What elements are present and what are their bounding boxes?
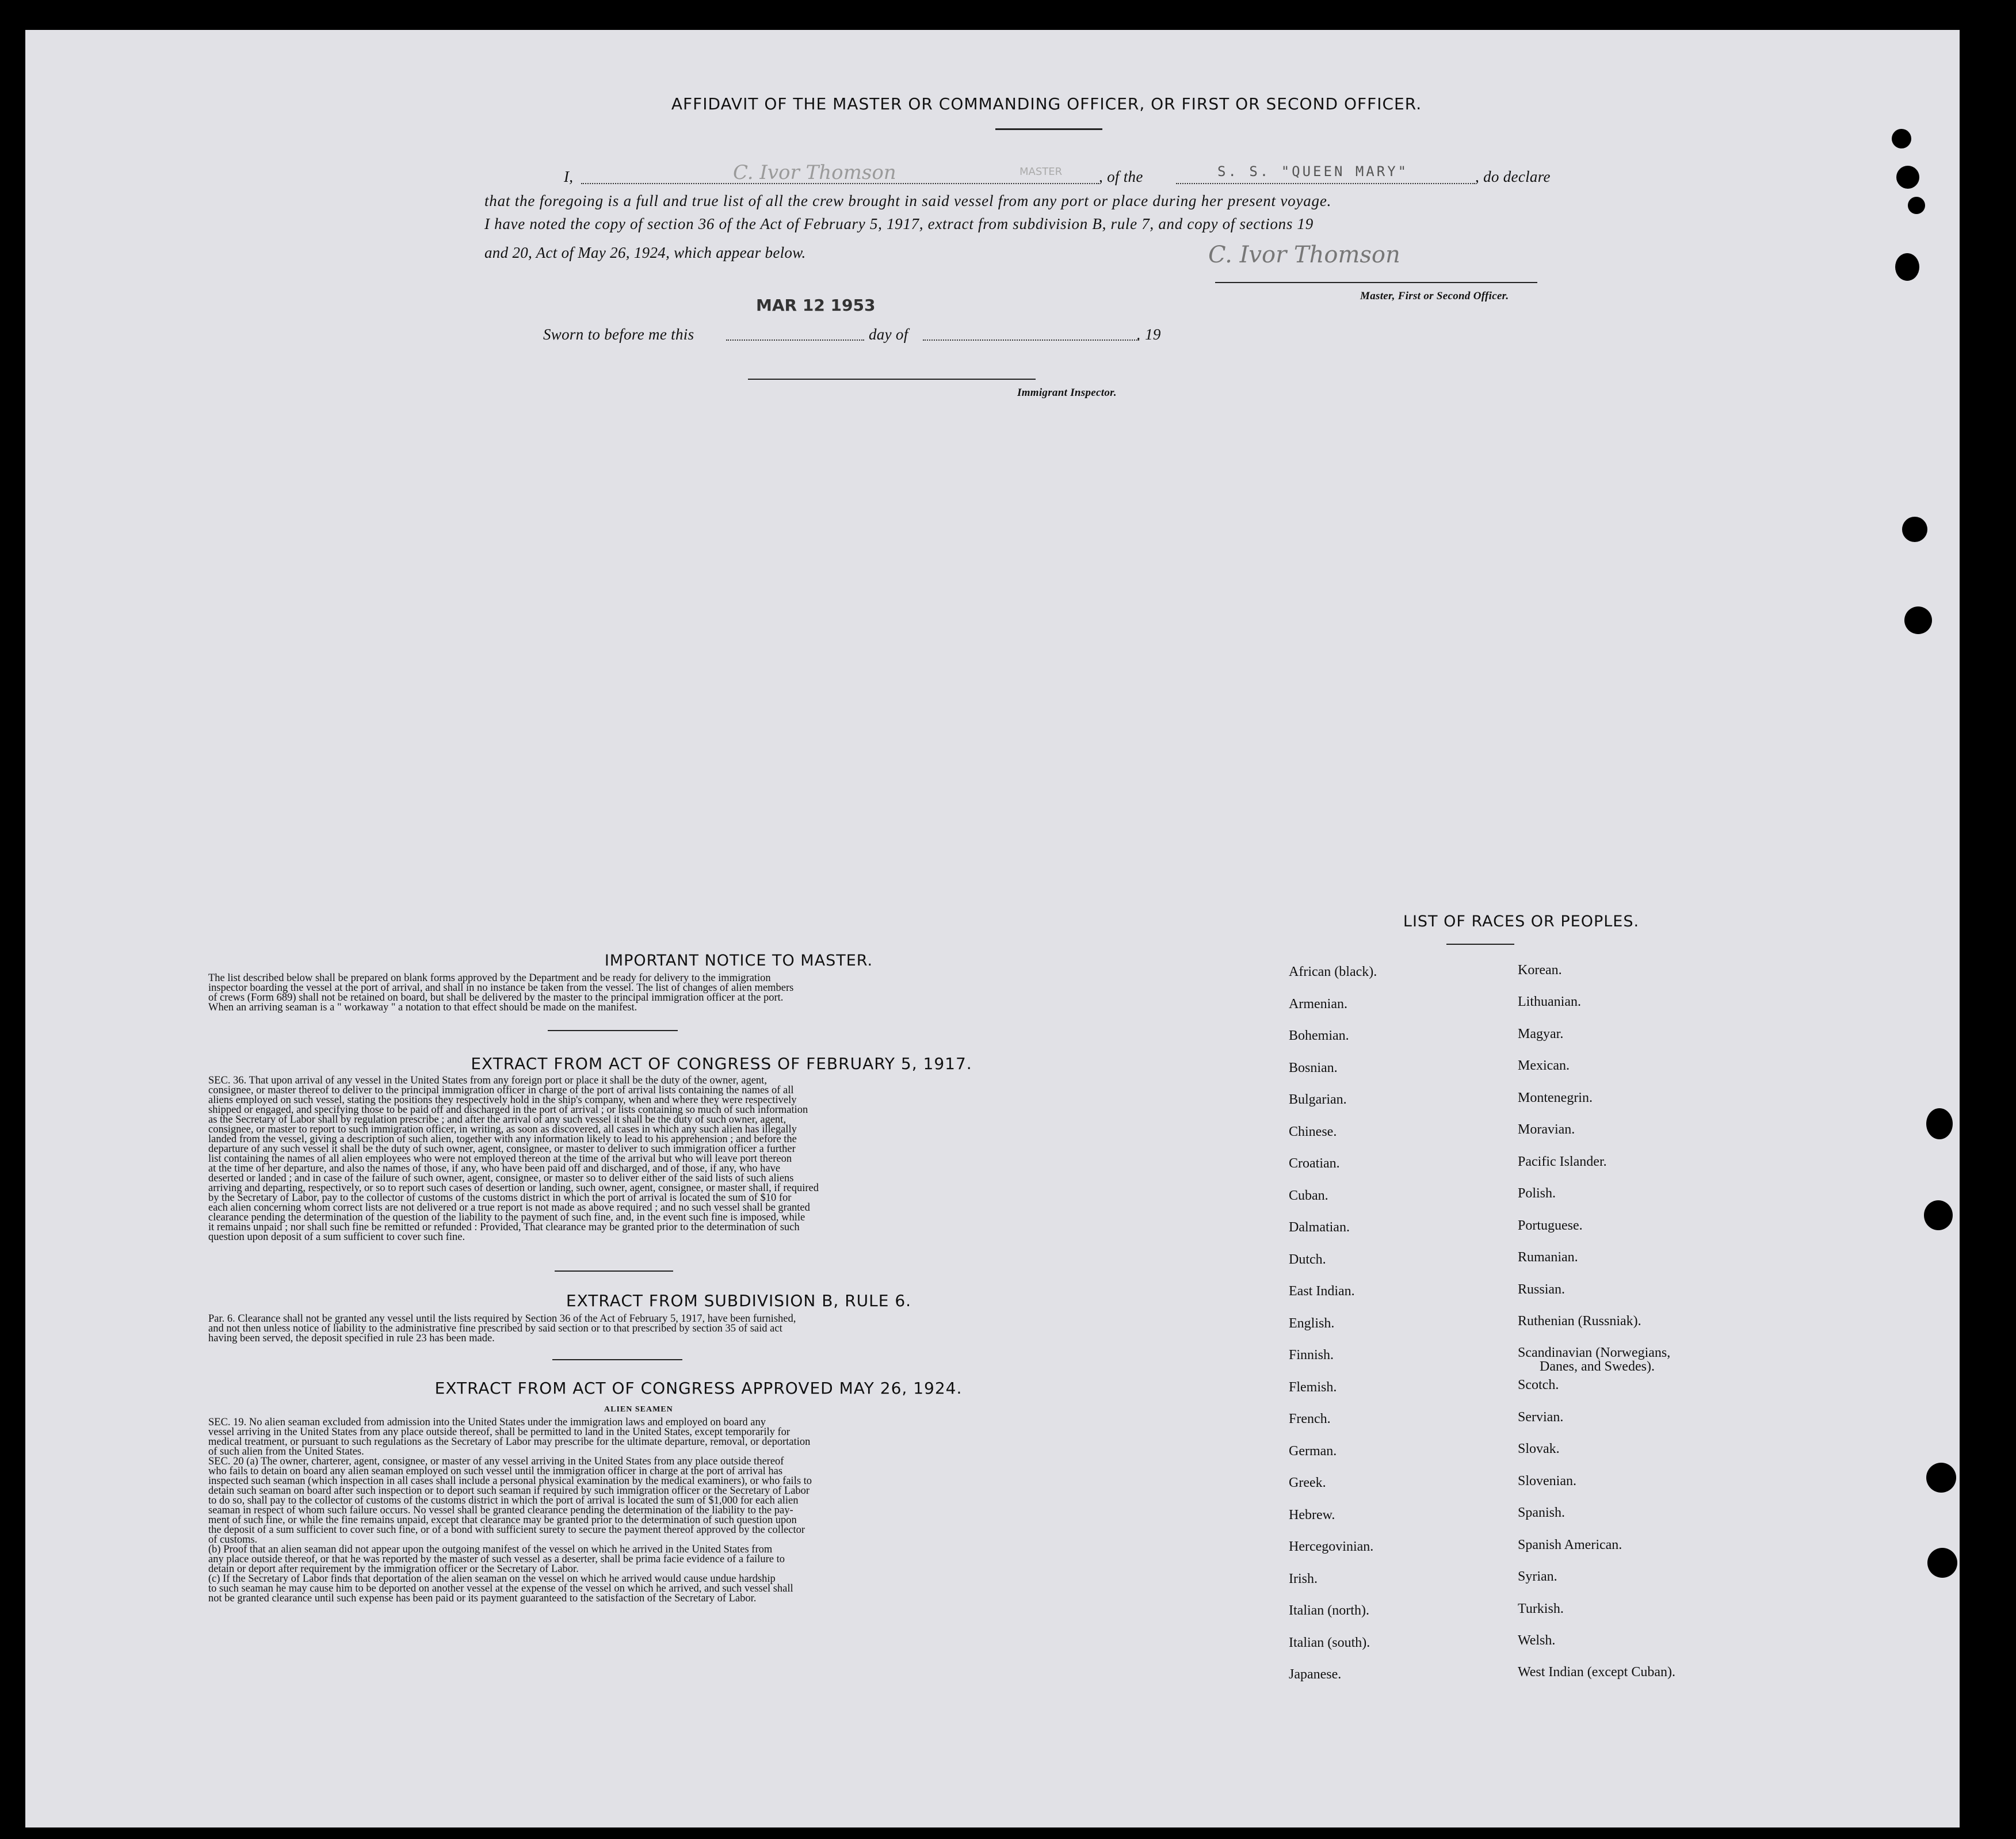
race-item: Cuban. [1289,1188,1328,1203]
extract-1917-line: landed from the vessel, giving a description of such alien, together with any information likely to lead to his apprehension ; and before the [208,1134,797,1145]
notice-line: of crews (Form 689) shall not be retained on board, but shall be delivered by the master to the principal immigration officer at the port. [208,992,784,1004]
race-item: Pacific Islander. [1518,1154,1607,1169]
extract-1924-title: EXTRACT FROM ACT OF CONGRESS APPROVED MAY 26, 1924. [434,1379,963,1398]
notice-title: IMPORTANT NOTICE TO MASTER. [604,952,873,970]
extract-1924-line: the deposit of a sum sufficient to cover such fine, or of a bond with sufficient surety to secure the payment thereof approved by the collector [208,1524,805,1536]
binder-hole [1902,517,1927,542]
race-item: Chinese. [1289,1124,1337,1139]
officer-signature: C. Ivor Thomson [1208,242,1400,268]
extract-1924-line: detain such seaman on board after such inspection or to deport such seaman if required by such immigration officer or the Secretary of Labor [208,1485,810,1497]
race-item: Flemish. [1289,1380,1337,1395]
extract-1924-line: (b) Proof that an alien seaman did not appear upon the outgoing manifest of the vessel on which he arrived in the United States from [208,1544,773,1555]
race-item: Bohemian. [1289,1028,1349,1043]
extract-1924-line: SEC. 20 (a) The owner, charterer, agent, consignee, or master of any vessel arriving in the United States from any place outside thereof [208,1456,784,1467]
race-item: Syrian. [1518,1569,1557,1584]
extract-1924-body [208,1418,1043,1604]
affidavit-line-4: and 20, Act of May 26, 1924, which appear below. [484,244,806,261]
race-item: Turkish. [1518,1601,1564,1616]
extract-1924-line: ment of such fine, or while the fine remains unpaid, except that clearance may be granted prior to the determination of such question upon [208,1514,797,1526]
binder-hole [1924,1200,1953,1230]
race-item: East Indian. [1289,1284,1355,1299]
master-name-signature: C. Ivor Thomson [733,161,896,184]
race-item: German. [1289,1444,1337,1459]
race-item: West Indian (except Cuban). [1518,1665,1675,1680]
binder-hole [1926,1108,1953,1139]
affidavit-line-3: I have noted the copy of section 36 of the Act of February 5, 1917, extract from subdivision B, rule 7, and copy of sections 19 [484,215,1314,232]
vessel-line [1176,183,1475,184]
binder-hole [1926,1463,1956,1493]
extract-1924-line: not be granted clearance until such expense has been paid or its payment guaranteed to the satisfaction of the Secretary of Labor. [208,1593,757,1604]
extract-1917-line: it remains unpaid ; nor shall such fine be remitted or refunded : Provided, That clearance may be granted prior to the determination of such [208,1222,800,1233]
race-item: English. [1289,1316,1335,1331]
race-item: French. [1289,1411,1331,1426]
section-divider [548,1030,678,1031]
rule6-line: having been served, the deposit specified in rule 23 has been made. [208,1333,495,1344]
race-item: Moravian. [1518,1122,1575,1137]
rule6-title: EXTRACT FROM SUBDIVISION B, RULE 6. [566,1291,912,1310]
signatory-caption: Master, First or Second Officer. [1360,290,1509,302]
race-item: Dutch. [1289,1252,1326,1267]
race-item: Italian (south). [1289,1635,1370,1650]
extract-1924-line: any place outside thereof, or that he was reported by the master of such vessel as a deserter, shall be prima facie evidence of a failure to [208,1554,785,1565]
binder-hole [1895,253,1919,281]
signature-line [1215,282,1537,283]
section-divider [555,1270,673,1272]
race-item: Ruthenian (Russniak). [1518,1314,1641,1329]
race-item: Finnish. [1289,1348,1334,1363]
race-item: Magyar. [1518,1027,1564,1041]
races-title-underline [1446,944,1514,945]
extract-1917-title: EXTRACT FROM ACT OF CONGRESS OF FEBRUARY 5, 1917. [471,1054,972,1073]
affidavit-line-2: that the foregoing is a full and true list of all the crew brought in said vessel from any port or place during her present voyage. [484,192,1332,209]
extract-1924-line: (c) If the Secretary of Labor finds that deportation of the alien seaman on the vessel on which he arrived would cause undue hardship [208,1573,776,1585]
race-item: Spanish. [1518,1505,1566,1520]
race-item: Hercegovinian. [1289,1539,1374,1554]
extract-1917-line: aliens employed on such vessel, stating the positions they respectively hold in the ship's company, when and where they were respectively [208,1094,797,1106]
race-item: Slovak. [1518,1441,1560,1456]
binder-hole [1927,1548,1957,1578]
race-item: Servian. [1518,1410,1564,1425]
extract-1917-line: by the Secretary of Labor, pay to the collector of customs of the customs district in which the port of arrival is located the sum of $10 for [208,1192,792,1204]
day-of-text: day of [869,326,908,343]
rule6-body [208,1314,1043,1344]
races-title: LIST OF RACES OR PEOPLES. [1403,913,1640,930]
sworn-text: Sworn to before me this [543,326,694,343]
binder-hole [1904,606,1932,634]
race-item-continuation: Danes, and Swedes). [1540,1359,1655,1374]
date-stamp: MAR 12 1953 [756,296,876,315]
do-declare-text: , do declare [1475,168,1551,185]
inspector-caption: Immigrant Inspector. [1017,387,1117,399]
binder-hole [1896,166,1919,189]
extract-1924-line: SEC. 19. No alien seaman excluded from admission into the United States under the immigration laws and employed on board any [208,1417,766,1428]
extract-1924-line: seaman in respect of whom such failure occurs. No vessel shall be granted clearance pending the determination of the liability to the pay- [208,1505,793,1516]
year-text: . 19 [1137,326,1161,343]
extract-1924-line: inspected such seaman (which inspection in all cases shall include a personal physical examination by the medical examiners), or who fails to [208,1475,812,1487]
extract-1924-line: to such seaman he may cause him to be deported on another vessel at the expense of the vessel on which he arrived, and such vessel shall [208,1583,793,1594]
affidavit-i: I, [564,168,574,185]
binder-hole [1908,197,1925,214]
race-item: Welsh. [1518,1633,1556,1648]
race-item: Lithuanian. [1518,994,1581,1009]
notice-body [208,974,1043,1013]
extract-1917-line: at the time of her departure, and also the names of those, if any, who have been paid off and discharged, and of those, if any, who have [208,1163,781,1174]
sworn-month-line [923,339,1139,341]
extract-1917-line: consignee, or master to report to such immigration officer, in writing, as soon as discovered, all cases in which any such alien has illegally [208,1124,797,1135]
title-underline [995,128,1102,130]
of-the-text: , of the [1099,168,1143,185]
race-item: Dalmatian. [1289,1220,1350,1235]
race-item: Mexican. [1518,1058,1570,1073]
extract-1917-line: each alien concerning whom correct lists are not delivered or a true report is not made as above required ; and no such vessel shall be granted [208,1202,810,1214]
race-item: Armenian. [1289,997,1347,1012]
extract-1924-subtitle: ALIEN SEAMEN [604,1405,673,1414]
extract-1924-line: who fails to detain on board any alien seaman employed on such vessel until the immigration officer in charge at the port of arrival has [208,1466,783,1477]
race-item: Italian (north). [1289,1603,1369,1618]
notice-line: inspector boarding the vessel at the port of arrival, and shall in no instance be taken from the vessel. The list of changes of alien members [208,982,794,994]
section-divider [552,1359,682,1360]
extract-1917-line: as the Secretary of Labor shall by regulation prescribe ; and after the arrival of any such vessel it shall be the duty of such owner, agent, [208,1114,786,1125]
race-item: Rumanian. [1518,1250,1578,1265]
extract-1924-line: detain or deport after requirement by the immigration officer or the Secretary of Labor. [208,1563,579,1575]
extract-1917-line: SEC. 36. That upon arrival of any vessel in the United States from any foreign port or place it shall be the duty of the owner, agent, [208,1075,767,1086]
extract-1917-line: shipped or engaged, and specifying those to be paid off and discharged in the port of arrival ; or lists containing so much of such information [208,1104,808,1116]
race-item: Russian. [1518,1282,1566,1297]
extract-1924-line: vessel arriving in the United States from any place outside thereof, shall be permitted to land in the United States, except temporarily for [208,1426,791,1438]
extract-1917-line: departure of any such vessel it shall be the duty of such owner, agent, consignee, or master to deliver to such immigration officer a further [208,1143,796,1155]
race-item: Portuguese. [1518,1218,1583,1233]
race-item: Croatian. [1289,1156,1340,1171]
race-item: Greek. [1289,1475,1326,1490]
extract-1917-line: arriving and departing, respectively, or so to report such cases of desertion or landing, such owner, agent, consignee, or master shall, if required [208,1182,819,1194]
rule6-line: Par. 6. Clearance shall not be granted any vessel until the lists required by Section 36 of the Act of February 5, 1917, have been furnished, [208,1313,796,1325]
notice-line: When an arriving seaman is a " workaway " a notation to that effect should be made on the manifest. [208,1002,637,1013]
race-item: Polish. [1518,1186,1556,1201]
race-item: Montenegrin. [1518,1090,1593,1105]
race-item: Irish. [1289,1571,1318,1586]
race-item: Spanish American. [1518,1537,1622,1552]
race-item: Japanese. [1289,1667,1342,1682]
race-item: Korean. [1518,963,1562,978]
extract-1917-line: list containing the names of all alien employees who were not employed thereon at the time of the arrival but who will leave port thereon [208,1153,792,1165]
extract-1917-line: deserted or landed ; and in case of the failure of such owner, agent, consignee, or master so to deliver either of the said lists of such aliens [208,1173,794,1184]
extract-1917-line: consignee, or master thereof to deliver to the principal immigration officer in charge of the port of arrival lists containing the names of all [208,1085,794,1096]
extract-1917-line: question upon deposit of a sum sufficient to cover such fine. [208,1231,465,1243]
extract-1917-line: clearance pending the determination of the question of the liability to the payment of such fine, and, in the event such fine is imposed, while [208,1212,805,1223]
notice-line: The list described below shall be prepared on blank forms approved by the Department and be ready for delivery to the immigration [208,972,771,984]
extract-1924-line: to do so, shall pay to the collector of customs of the customs district in which the port of arrival is located the sum of $1,000 for each alien [208,1495,799,1506]
inspector-signature-line [748,379,1036,380]
race-item: Slovenian. [1518,1474,1576,1489]
rule6-line: and not then unless notice of liability to the administrative fine prescribed by said section or to that prescribed by section 35 of said act [208,1323,782,1334]
affidavit-title: AFFIDAVIT OF THE MASTER OR COMMANDING OFFICER, OR FIRST OR SECOND OFFICER. [671,94,1422,113]
race-item: African (black). [1289,964,1377,979]
race-item: Hebrew. [1289,1508,1335,1523]
extract-1924-line: medical treatment, or pursuant to such regulations as the Secretary of Labor may prescribe for the ultimate departure, removal, or deportation [208,1436,811,1448]
extract-1924-line: of such alien from the United States. [208,1446,364,1458]
race-item: Scotch. [1518,1378,1559,1392]
race-item: Scandinavian (Norwegians, [1518,1345,1671,1360]
sworn-day-line [726,339,864,341]
race-item: Bosnian. [1289,1060,1338,1075]
master-rank-stamp: MASTER [1020,166,1063,178]
binder-hole [1892,129,1911,148]
extract-1924-line: of customs. [208,1534,258,1546]
document-page [25,30,1960,1827]
extract-1917-body [208,1076,1043,1242]
vessel-name: S. S. "QUEEN MARY" [1217,163,1409,180]
race-item: Bulgarian. [1289,1092,1347,1107]
